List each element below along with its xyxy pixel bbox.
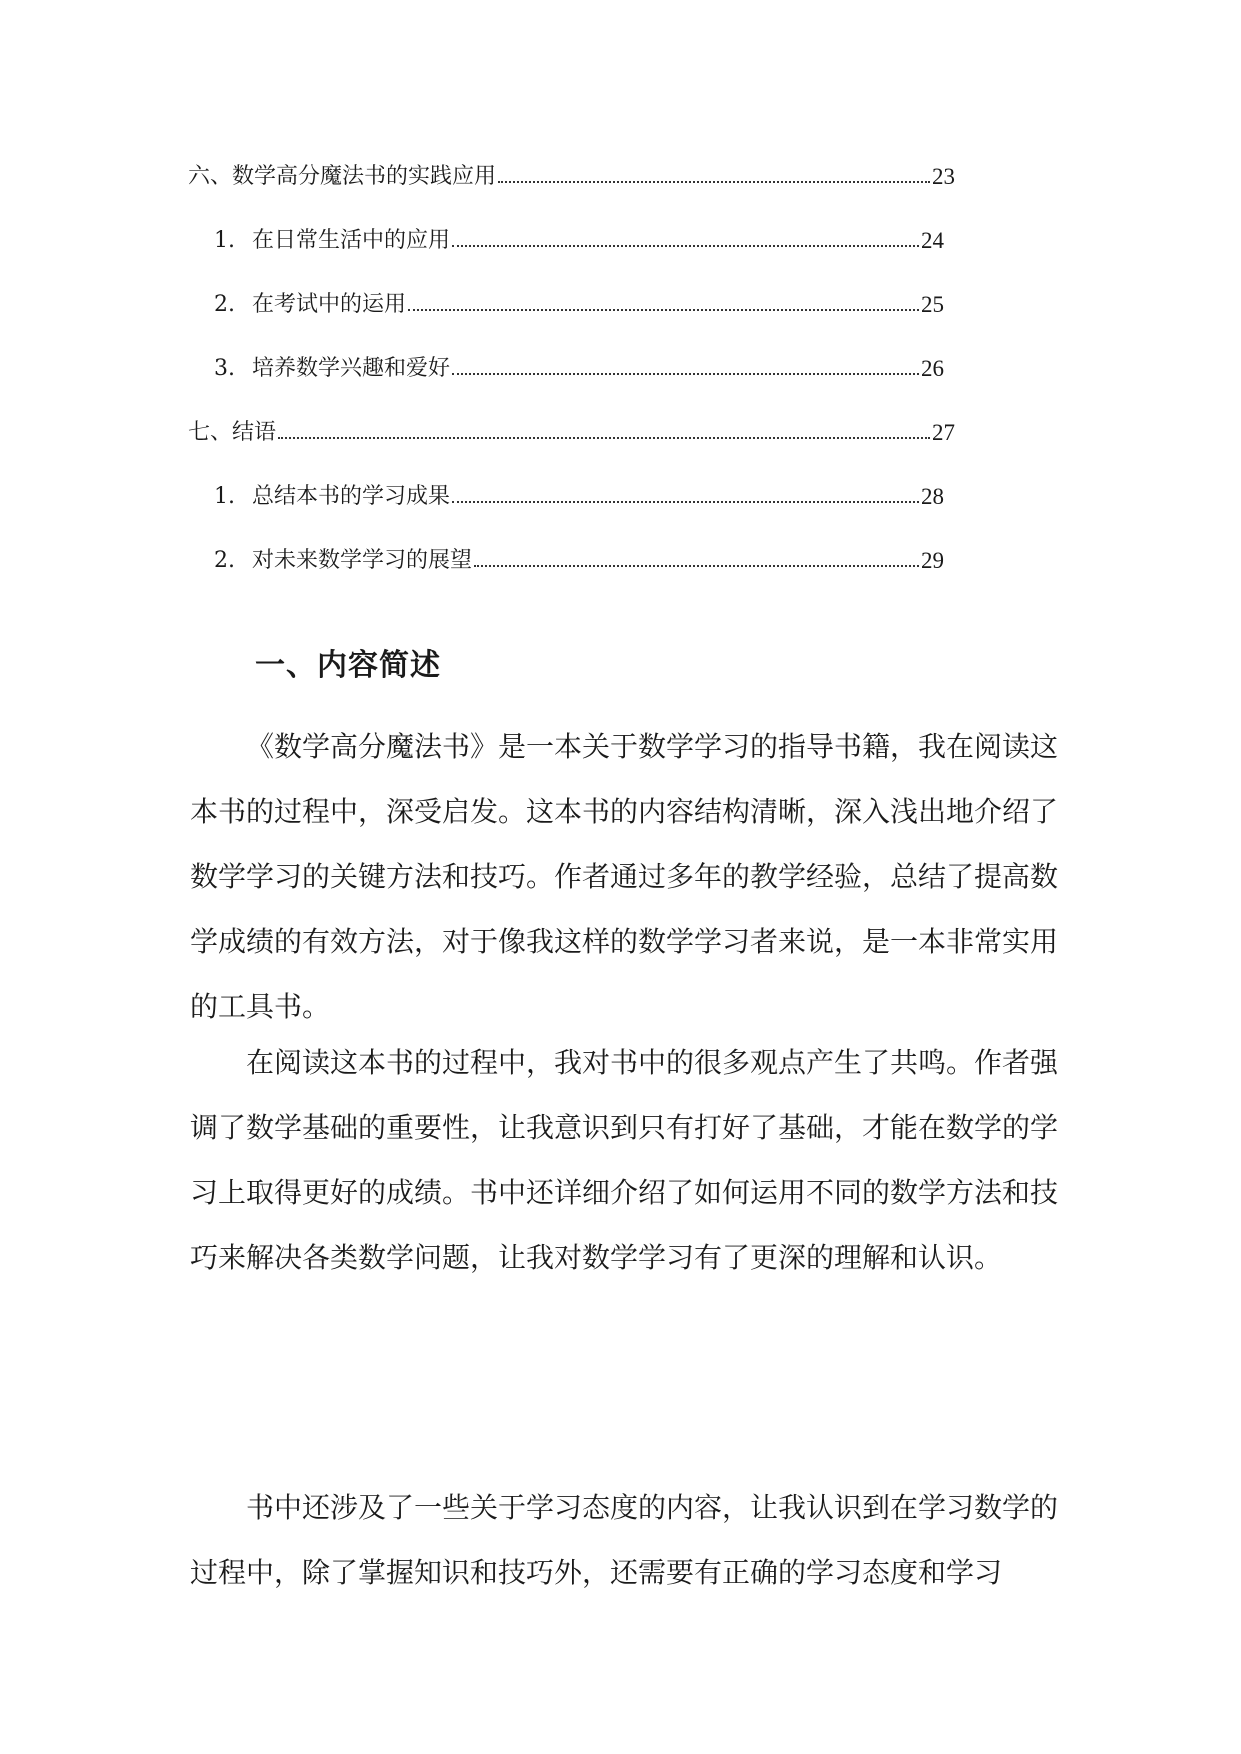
toc-entry-title: 在考试中的运用 bbox=[252, 292, 407, 316]
toc-entry-page: 24 bbox=[921, 228, 944, 252]
toc-entry-title: 总结本书的学习成果 bbox=[252, 484, 451, 508]
toc-entry-number: 1. bbox=[214, 484, 235, 508]
body-paragraph bbox=[190, 1030, 1058, 1290]
toc-entry-number: 2. bbox=[214, 548, 235, 572]
paragraph-text: 《数学高分魔法书》是一本关于数学学习的指导书籍，我在阅读这本书的过程中，深受启发。这本书的内容结构清晰，深入浅出地介绍了数学学习的关键方法和技巧。作者通过多年的教学经验，总结了提高数学成绩的有效方法，对于像我这样的数学学习者来说，是一本非常实用的工具书。 bbox=[190, 730, 1059, 1023]
toc-entry-title: 七、结语 bbox=[188, 420, 277, 444]
toc-entry[interactable] bbox=[214, 276, 944, 316]
toc-entry-title: 对未来数学学习的展望 bbox=[252, 548, 473, 572]
paragraph-text: 书中还涉及了一些关于学习态度的内容，让我认识到在学习数学的过程中，除了掌握知识和技巧外，还需要有正确的学习态度和学习 bbox=[190, 1491, 1059, 1589]
toc-entry-page: 28 bbox=[921, 484, 944, 508]
toc-entry-page: 27 bbox=[932, 420, 955, 444]
body-paragraph bbox=[190, 1475, 1058, 1605]
toc-entry[interactable] bbox=[188, 148, 955, 188]
toc-dot-leader bbox=[452, 373, 919, 375]
toc-entry[interactable] bbox=[214, 212, 944, 252]
toc-dot-leader bbox=[474, 565, 919, 567]
toc-entry-page: 26 bbox=[921, 356, 944, 380]
toc-entry[interactable] bbox=[214, 468, 944, 508]
toc-entry-number: 3. bbox=[214, 356, 235, 380]
section-heading: 一、内容简述 bbox=[255, 648, 441, 683]
toc-entry-number: 1. bbox=[214, 228, 235, 252]
body-paragraph bbox=[190, 714, 1058, 1039]
toc-entry-page: 25 bbox=[921, 292, 944, 316]
toc-entry-title: 培养数学兴趣和爱好 bbox=[252, 356, 451, 380]
toc-dot-leader bbox=[408, 309, 919, 311]
paragraph-text: 在阅读这本书的过程中，我对书中的很多观点产生了共鸣。作者强调了数学基础的重要性，让我意识到只有打好了基础，才能在数学的学习上取得更好的成绩。书中还详细介绍了如何运用不同的数学方法和技巧来解决各类数学问题，让我对数学学习有了更深的理解和认识。 bbox=[190, 1046, 1059, 1274]
toc-dot-leader bbox=[498, 181, 930, 183]
toc-entry[interactable] bbox=[214, 340, 944, 380]
toc-entry-number: 2. bbox=[214, 292, 235, 316]
toc-entry[interactable] bbox=[214, 532, 944, 572]
toc-dot-leader bbox=[452, 245, 919, 247]
toc-entry-title: 六、数学高分魔法书的实践应用 bbox=[188, 164, 497, 188]
toc-dot-leader bbox=[278, 437, 930, 439]
toc-dot-leader bbox=[452, 501, 919, 503]
toc-entry-page: 23 bbox=[932, 164, 955, 188]
toc-entry[interactable] bbox=[188, 404, 955, 444]
toc-entry-title: 在日常生活中的应用 bbox=[252, 228, 451, 252]
toc-entry-page: 29 bbox=[921, 548, 944, 572]
